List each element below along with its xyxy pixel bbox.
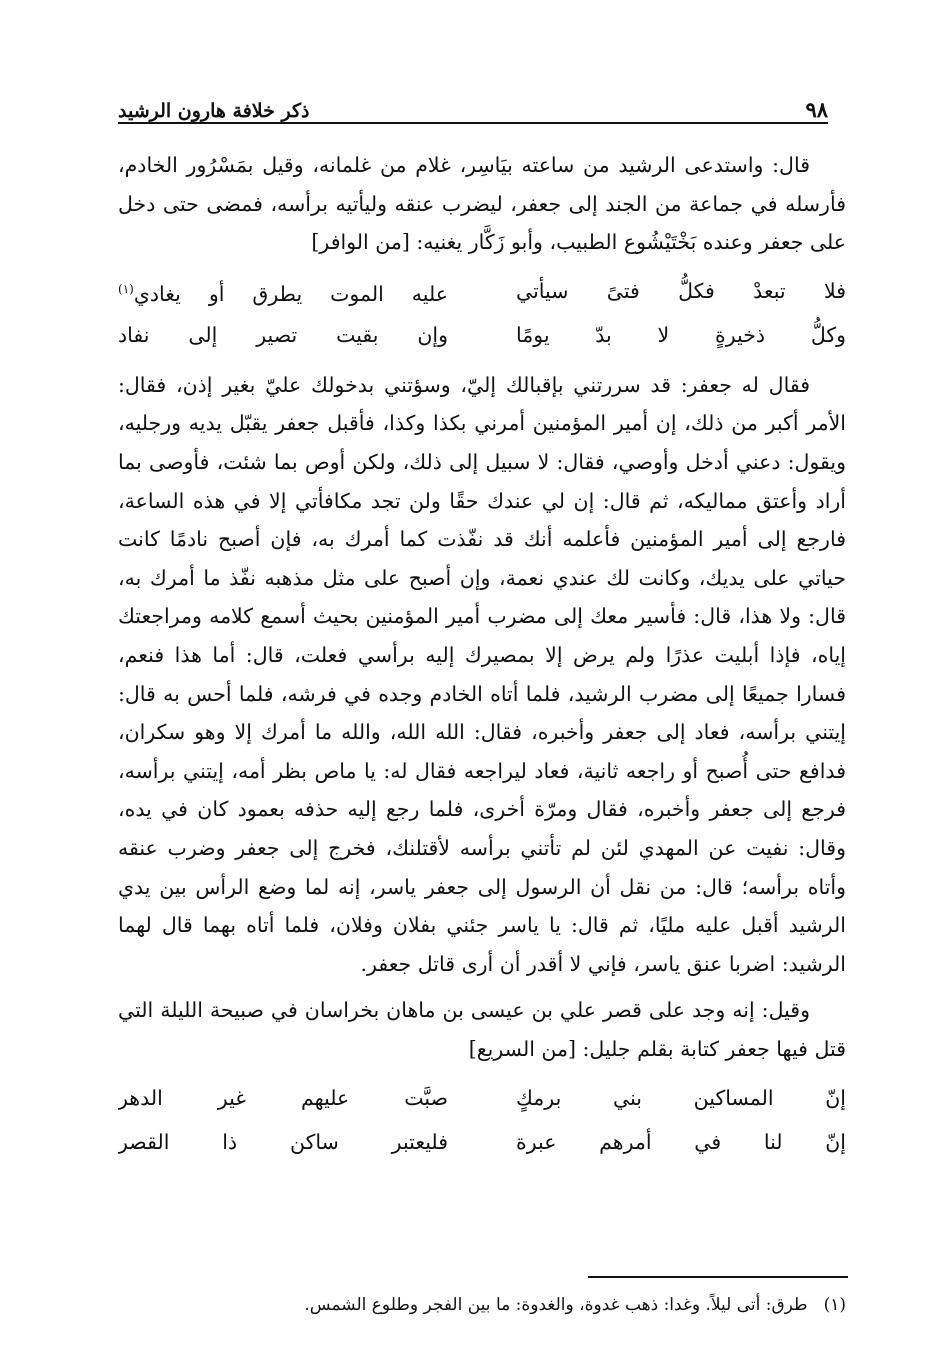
paragraph-2: فقال له جعفر: قد سررتني بإقبالك إليّ، وسؤتني بدخولك عليّ بغير إذن، فقال: الأمر أكبر من ذلك، إن أمير المؤمنين أمرني بكذا وكذا، فأقبل جعفر يقبّل يديه ورجليه، ويقول: دعني أدخل وأوصي، فقال: لا سبيل إلى ذلك، ولكن أوص بما شئت، فأوصى بما أراد وأعتق مماليكه، ثم قال: إن لي عندك حقًا ولن تجد مكافأتي إلا في هذه الساعة، فارجع إلى أمير المؤمنين فأعلمه أنك قد نفّذت كما أمرك به، فإن أصبح نادمًا كانت حياتي على يديك، وكانت لك عندي نعمة، وإن أصبح على مثل مذهبه نفّذ ما أمرك به، قال: ولا هذا، قال: فأسير معك إلى مضرب أمير المؤمنين بحيث أسمع كلامه ومراجعتك إياه، فإذا أبليت عذرًا ولم يرض إلا بمصيرك إليه برأسي فعلت، قال: أما هذا فنعم، فسارا جميعًا إلى مضرب الرشيد، فلما أتاه الخادم وجده في فرشه، فلما أحس به قال: إيتني برأسه، فعاد إلى جعفر وأخبره، فقال: الله الله، والله ما أمرك إلا وهو سكران، فدافع حتى أُصبح أو راجعه ثانية، فعاد ليراجعه فقال له: يا ماص بظر أمه، إيتني برأسه، فرجع إلى جعفر وأخبره، فقال ومرّة أخرى، فلما رجع إليه حذفه بعمود كان في يده، وقال: نفيت عن المهدي لئن لم تأتني برأسه لأقتلنك، فخرج إلى جعفر وضرب عنقه وأتاه برأسه؛ قال: من نقل أن الرسول إلى جعفر ياسر، إنه لما وضع الرأس بين يدي الرشيد أقبل عليه مليًا، ثم قال: يا ياسر جئني بفلان وفلان، فلما أتاه بهما قال لهما الرشيد: اضربا عنق ياسر، فإني لا أقدر أن أرى قاتل جعفر. bbox=[118, 372, 846, 976]
paragraph-3: وقيل: إنه وجد على قصر علي بن عيسى بن ماهان بخراسان في صبيحة الليلة التي قتل فيها جعفر كتابة بقلم جليل: [من السريع] bbox=[118, 998, 846, 1061]
hemistich-first: وكلُّ ذخيرةٍ لا بدّ يومًا bbox=[516, 323, 846, 348]
footnote-number: (١) bbox=[823, 1295, 846, 1315]
poem-wafir bbox=[118, 270, 846, 358]
footnote bbox=[118, 1292, 846, 1318]
hemistich-second: صبَّت عليهم غير الدهر bbox=[118, 1086, 448, 1111]
verse-1 bbox=[118, 1076, 846, 1120]
paragraph-1: قال: واستدعى الرشيد من ساعته بيَاسِر، غلام من غلمانه، وقيل بمَسْرُور الخادم، فأرسله في جماعة من الجند إلى جعفر، ليضرب عنقه وليأتيه برأسه، فمضى حتى دخل على جعفر وعنده بَخْتَيْشُوع الطبيب، وأبو زَكَّار يغنيه: [من الوافر] bbox=[118, 153, 846, 255]
footnote-text: طرق: أتى ليلاً. وغدا: ذهب غدوة، والغدوة: ما بين الفجر وطلوع الشمس. bbox=[304, 1295, 808, 1315]
hemistich-first: إنّ المساكين بني برمكٍ bbox=[516, 1086, 846, 1111]
verse-2 bbox=[118, 314, 846, 358]
hemistich-second: عليه الموت يطرق أو يغادي$^{(١)}$ bbox=[118, 281, 448, 306]
hemistich-second: فليعتبر ساكن ذا القصر bbox=[118, 1130, 448, 1155]
running-header bbox=[118, 88, 828, 124]
hemistich-first: فلا تبعدْ فكلُّ فتىً سيأتي bbox=[516, 279, 846, 304]
verse-2 bbox=[118, 1120, 846, 1164]
poem-sari bbox=[118, 1076, 846, 1164]
footnote-divider bbox=[588, 1276, 848, 1278]
hemistich-second: وإن بقيت تصير إلى نفاد bbox=[118, 323, 448, 348]
running-title: ذكر خلافة هارون الرشيد bbox=[118, 100, 310, 122]
page-body bbox=[118, 146, 846, 1164]
verse-1 bbox=[118, 270, 846, 314]
hemistich-first: إنّ لنا في أمرهم عبرة bbox=[516, 1130, 846, 1155]
footnote-reference: (١) bbox=[118, 282, 134, 297]
page-number: ٩٨ bbox=[805, 97, 828, 122]
